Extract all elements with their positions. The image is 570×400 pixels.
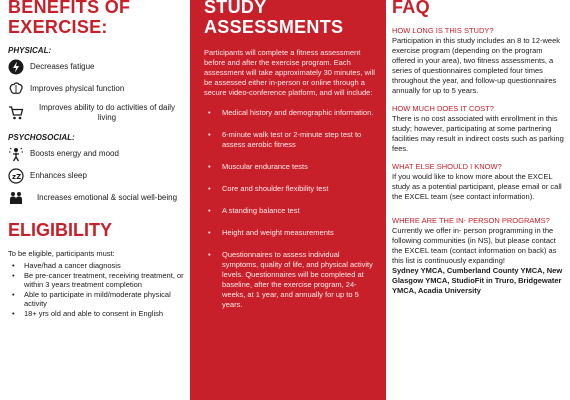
list-item: • 18+ yrs old and able to consent in English bbox=[8, 309, 184, 318]
benefit-item: Boosts energy and mood bbox=[8, 146, 184, 162]
sleep-icon bbox=[8, 168, 24, 184]
brain-icon bbox=[8, 81, 24, 97]
faq-question: HOW LONG IS THIS STUDY? bbox=[392, 26, 494, 35]
list-item: • Be pre-cancer treatment, receiving treatment, or within 3 years treatment completion bbox=[8, 271, 184, 289]
faq-title: FAQ bbox=[392, 0, 430, 17]
assessments-list bbox=[204, 108, 376, 310]
benefit-item: Improves physical function bbox=[8, 81, 184, 97]
eligibility-title: ELIGIBILITY bbox=[8, 220, 113, 240]
cart-icon bbox=[8, 105, 24, 121]
person-sun-icon bbox=[8, 146, 24, 162]
faq-column bbox=[386, 0, 570, 400]
benefit-item: Improves ability to do activities of daily living bbox=[8, 103, 184, 123]
list-item: • Questionnaires to assess individual symptoms, quality of life, and physical activity levels. Questionnaires will be completed at baseline, after the exercise program, 24-weeks, at 1 year, and annually for up to 5 years. bbox=[204, 250, 376, 310]
assessments-title: STUDY ASSESSMENTS bbox=[204, 0, 344, 37]
faq-answer: Participation in this study includes an 8 to 12-week exercise program (depending on the program offered in your area), two fitness assessments, a series of questionnaires completed four times throughout the year, and follow-up questionnaires annually for up to 5 years. bbox=[392, 36, 561, 95]
locations-list: Sydney YMCA, Cumberland County YMCA, New Glasgow YMCA, StudioFit in Truro, Bridgewater YMCA, Acadia University bbox=[392, 266, 563, 295]
list-item: • A standing balance test bbox=[204, 206, 376, 216]
assessments-column bbox=[190, 0, 386, 400]
benefits-column bbox=[0, 0, 190, 400]
faq-question: WHAT ELSE SHOULD I KNOW? bbox=[392, 162, 502, 171]
list-item: • Height and weight measurements bbox=[204, 228, 376, 238]
people-icon bbox=[8, 190, 24, 206]
list-item: • 6-minute walk test or 2-minute step test to assess aerobic fitness bbox=[204, 130, 376, 150]
physical-label: PHYSICAL: bbox=[8, 46, 52, 55]
benefit-item: Increases emotional & social well-being bbox=[8, 190, 184, 206]
svg-text:zZ: zZ bbox=[12, 173, 22, 181]
list-item: • Medical history and demographic information. bbox=[204, 108, 376, 118]
benefit-item: zZ Enhances sleep bbox=[8, 168, 184, 184]
lightning-icon bbox=[8, 59, 24, 75]
list-item: • Muscular endurance tests bbox=[204, 162, 376, 172]
list-item: • Core and shoulder flexibility test bbox=[204, 184, 376, 194]
eligibility-list bbox=[8, 261, 184, 318]
faq-answer: If you would like to know more about the EXCEL study as a potential participant, please email or call the EXCEL team (see contact information). bbox=[392, 172, 562, 201]
benefits-title: BENEFITS OF EXERCISE: bbox=[8, 0, 131, 37]
faq-answer: Currently we offer in- person programming in the following communities (in NS), but please contact the EXCEL team (contact information on back) as this list is continuously expanding! bbox=[392, 226, 557, 265]
eligibility-intro: To be eligible, participants must: bbox=[8, 249, 115, 258]
benefit-item: Decreases fatigue bbox=[8, 59, 184, 75]
assessments-intro: Participants will complete a fitness assessment before and after the exercise program. Each assessment will take approximately 30 minutes, will be assessed either in-person or online through a secure video-conference platform, and will include: bbox=[204, 48, 375, 97]
faq-answer: There is no cost associated with enrollment in this study; however, participating at some partnering facilities may result in indirect costs such as parking fees. bbox=[392, 114, 564, 153]
psychosocial-label: PSYCHOSOCIAL: bbox=[8, 133, 75, 142]
faq-question: HOW MUCH DOES IT COST? bbox=[392, 104, 494, 113]
list-item: • Have/had a cancer diagnosis bbox=[8, 261, 184, 270]
list-item: • Able to participate in mild/moderate physical activity bbox=[8, 290, 184, 308]
faq-question: WHERE ARE THE IN- PERSON PROGRAMS? bbox=[392, 216, 550, 225]
